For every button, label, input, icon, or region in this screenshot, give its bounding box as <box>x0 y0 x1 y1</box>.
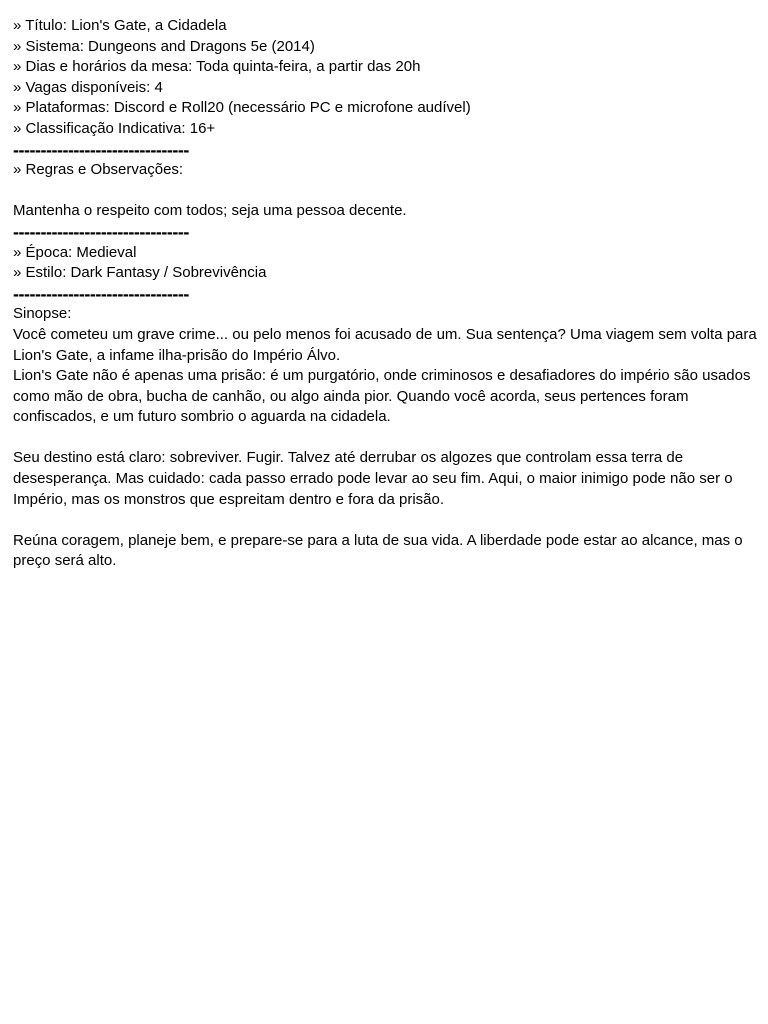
divider-1: -------------------------------- <box>13 139 189 160</box>
divider-3: -------------------------------- <box>13 283 189 304</box>
style-line: » Estilo: Dark Fantasy / Sobrevivência <box>13 264 267 282</box>
divider-2: -------------------------------- <box>13 221 189 242</box>
synopsis-paragraph-2: Lion's Gate não é apenas uma prisão: é um purgatório, onde criminosos e desafiadores do império são usados como mão de obra, bucha de canhão, ou algo ainda pior. Quando você acorda, seus pertences foram confiscados, e um futuro sombrio o aguarda na cidadela. <box>13 367 751 426</box>
synopsis-paragraph-1: Você cometeu um grave crime... ou pelo menos foi acusado de um. Sua sentença? Uma viagem sem volta para Lion's Gate, a infame ilha-prisão do Império Álvo. <box>13 325 757 364</box>
blank-line <box>13 428 758 449</box>
schedule-line: » Dias e horários da mesa: Toda quinta-feira, a partir das 20h <box>13 58 421 76</box>
title-line: » Título: Lion's Gate, a Cidadela <box>13 17 227 34</box>
era-line: » Época: Medieval <box>13 243 137 261</box>
slots-line: » Vagas disponíveis: 4 <box>13 78 163 96</box>
system-line: » Sistema: Dungeons and Dragons 5e (2014) <box>13 37 315 55</box>
document-body <box>13 16 758 572</box>
rules-heading: » Regras e Observações: <box>13 161 184 179</box>
blank-line <box>13 510 758 531</box>
blank-line <box>13 181 758 202</box>
synopsis-paragraph-3: Seu destino está claro: sobreviver. Fugir. Talvez até derrubar os algozes que controlam essa terra de desesperança. Mas cuidado: cada passo errado pode levar ao seu fim. Aqui, o maior inimigo pode não ser o Império, mas os monstros que espreitam dentro e fora da prisão. <box>13 449 733 508</box>
platforms-line: » Plataformas: Discord e Roll20 (necessário PC e microfone audível) <box>13 99 471 117</box>
synopsis-heading: Sinopse: <box>13 305 72 323</box>
rules-text: Mantenha o respeito com todos; seja uma pessoa decente. <box>13 202 407 220</box>
synopsis-paragraph-4: Reúna coragem, planeje bem, e prepare-se para a luta de sua vida. A liberdade pode estar ao alcance, mas o preço será alto. <box>13 531 743 570</box>
rating-line: » Classificação Indicativa: 16+ <box>13 119 216 137</box>
